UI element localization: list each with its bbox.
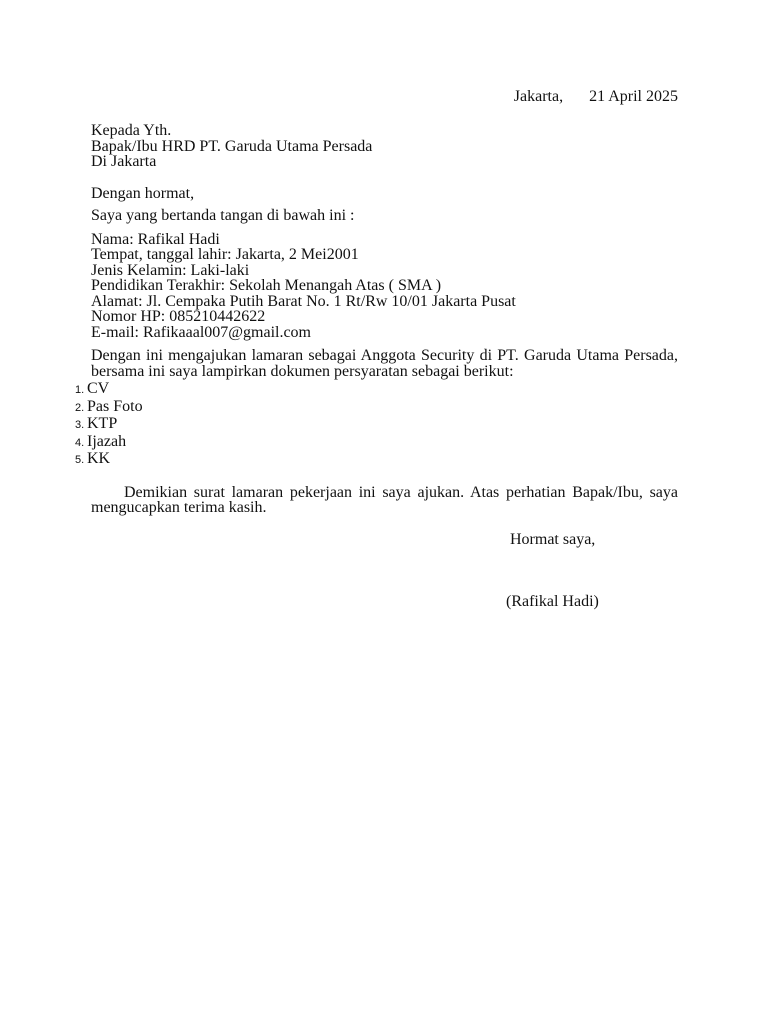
list-number: 2. [75, 401, 85, 414]
identity-phone: Nomor HP: 085210442622 [91, 308, 266, 325]
letter-page [75, 88, 678, 610]
recipient-block [91, 123, 678, 170]
list-item [75, 416, 678, 434]
list-number: 5. [75, 454, 85, 466]
sign-off: Hormat saya, [510, 530, 596, 548]
identity-name: Nama: Rafikal Hadi [91, 230, 220, 248]
list-number: 1. [75, 384, 85, 396]
list-label: KK [87, 450, 111, 467]
list-label: KTP [87, 415, 118, 432]
date-line [91, 89, 678, 109]
letter-place: Jakarta, [513, 88, 564, 105]
identity-address: Alamat: Jl. Cempaka Putih Barat No. 1 Rt/Rw 10/01 Jakarta Pusat [91, 292, 516, 310]
list-item [75, 381, 678, 399]
closing-paragraph: Demikian surat lamaran pekerjaan ini saya ajukan. Atas perhatian Bapak/Ibu, saya mengucapkan terima kasih. [91, 483, 678, 516]
list-item [75, 434, 678, 452]
applicant-identity [91, 232, 678, 341]
list-label: Ijazah [87, 432, 127, 450]
list-number: 4. [75, 436, 85, 449]
signature-name: (Rafikal Hadi) [506, 593, 599, 610]
list-label: Pas Foto [87, 397, 143, 415]
identity-email: E-mail: Rafikaaal007@gmail.com [91, 323, 311, 341]
purpose-paragraph: Dengan ini mengajukan lamaran sebagai Anggota Security di PT. Garuda Utama Persada, bersama ini saya lampirkan dokumen persyaratan sebagai berikut: [91, 347, 678, 380]
list-label: CV [87, 380, 110, 397]
list-item [75, 451, 678, 469]
list-item [75, 399, 678, 417]
letter-date: 21 April 2025 [589, 88, 678, 105]
identity-birth: Tempat, tanggal lahir: Jakarta, 2 Mei2001 [91, 246, 359, 263]
identity-education: Pendidikan Terakhir: Sekolah Menangah Atas ( SMA ) [91, 277, 442, 294]
intro-line: Saya yang bertanda tangan di bawah ini : [91, 207, 355, 224]
greeting: Dengan hormat, [91, 184, 195, 202]
recipient-location: Di Jakarta [91, 153, 157, 170]
attachment-list [75, 381, 678, 469]
recipient-name: Bapak/Ibu HRD PT. Garuda Utama Persada [91, 137, 373, 155]
identity-gender: Jenis Kelamin: Laki-laki [91, 261, 250, 279]
recipient-salutation: Kepada Yth. [91, 122, 172, 139]
list-number: 3. [75, 419, 85, 431]
